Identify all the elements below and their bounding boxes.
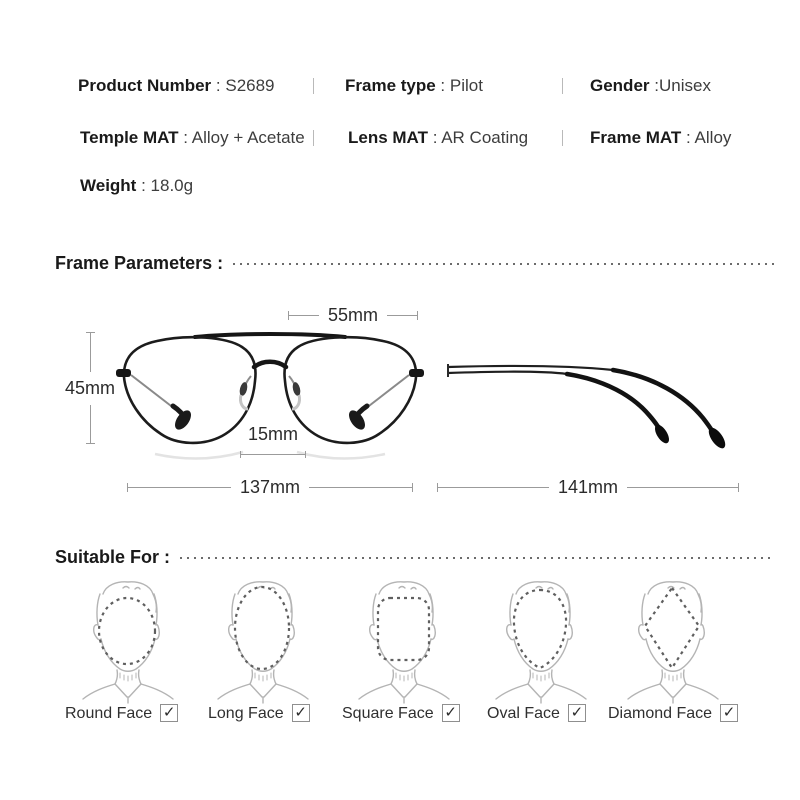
round-shape-outline: [99, 598, 155, 664]
checkbox-checked-icon: ✓: [292, 704, 310, 722]
left-hinge: [116, 369, 131, 377]
spec-product-number: Product Number : S2689: [78, 76, 275, 95]
dotted-rule: [180, 557, 775, 559]
frame-parameters-heading: [55, 253, 775, 274]
checkbox-checked-icon: ✓: [568, 704, 586, 722]
face-label-round: Round Face ✓: [65, 705, 178, 723]
head-sketch: [218, 582, 308, 703]
long-shape-outline: [235, 587, 289, 669]
section-title: Frame Parameters :: [55, 253, 224, 273]
folded-temple-arm: [365, 375, 409, 409]
dim-bridge-width: [240, 424, 306, 459]
oval-shape-outline: [514, 590, 566, 668]
face-label-diamond: Diamond Face ✓: [608, 705, 738, 723]
column-divider: [313, 130, 314, 146]
spec-value: Alloy: [694, 128, 732, 147]
glasses-temples-side-view: [445, 352, 745, 447]
face-label-square: Square Face ✓: [342, 705, 460, 723]
column-divider: [562, 78, 563, 94]
bridge: [254, 362, 286, 367]
checkbox-checked-icon: ✓: [720, 704, 738, 722]
spec-temple-mat: Temple MAT : Alloy + Acetate: [80, 128, 305, 147]
dim-temple-length: [437, 475, 739, 499]
checkbox-checked-icon: ✓: [442, 704, 460, 722]
face-figure-long: [208, 578, 318, 703]
spec-value: S2689: [225, 76, 275, 95]
spec-value: Unisex: [658, 76, 711, 95]
spec-lens-mat: Lens MAT : AR Coating: [348, 128, 529, 147]
face-figure-round: [73, 578, 183, 703]
rear-temple-arm: [448, 366, 613, 370]
reflection: [155, 452, 243, 459]
dim-frame-width: [127, 475, 413, 499]
head-sketch: [628, 582, 718, 703]
dim-lens-width: [288, 303, 418, 327]
nose-pad-silicone: [292, 395, 300, 409]
dim-frame-width-value: 137mm: [239, 476, 301, 497]
dim-lens-height-value: 45mm: [64, 377, 115, 398]
front-temple-arm: [448, 372, 567, 374]
column-divider: [313, 78, 314, 94]
front-temple-hook: [567, 374, 663, 436]
spec-value: Alloy + Acetate: [191, 128, 305, 147]
dotted-rule: [233, 263, 775, 265]
spec-label: Frame MAT: [590, 128, 682, 147]
spec-value: AR Coating: [441, 128, 529, 147]
rear-temple-hook: [613, 370, 717, 440]
dim-lens-width-value: 55mm: [328, 304, 379, 325]
section-title: Suitable For :: [55, 547, 171, 567]
column-divider: [562, 130, 563, 146]
square-shape-outline: [378, 598, 429, 660]
face-label-long: Long Face ✓: [208, 705, 310, 723]
dim-bridge-value: 15mm: [247, 424, 298, 444]
face-figure-diamond: [618, 578, 728, 703]
spec-value: Pilot: [449, 76, 483, 95]
left-lens: [124, 337, 256, 443]
spec-frame-type: Frame type : Pilot: [345, 76, 483, 95]
head-sketch: [496, 582, 586, 703]
face-figure-square: [349, 578, 459, 703]
reflection: [297, 452, 385, 459]
checkbox-checked-icon: ✓: [160, 704, 178, 722]
spec-frame-mat: Frame MAT : Alloy: [590, 128, 732, 147]
suitable-for-heading: [55, 547, 775, 568]
folded-temple-arm: [131, 375, 175, 409]
head-sketch: [359, 582, 449, 703]
nose-pad: [238, 381, 248, 396]
spec-label: Temple MAT: [80, 128, 179, 147]
spec-label: Lens MAT: [348, 128, 428, 147]
nose-pad: [291, 381, 301, 396]
spec-label: Product Number: [78, 76, 212, 95]
brow-bar: [195, 334, 345, 337]
spec-value: 18.0g: [150, 176, 194, 195]
spec-label: Frame type: [345, 76, 436, 95]
face-label-oval: Oval Face ✓: [487, 705, 586, 723]
spec-label: Weight: [80, 176, 137, 195]
nose-pad-silicone: [240, 395, 248, 409]
dim-temple-length-value: 141mm: [557, 476, 619, 497]
spec-weight: Weight : 18.0g: [80, 176, 194, 195]
face-figure-oval: [486, 578, 596, 703]
spec-gender: Gender :Unisex: [590, 76, 711, 95]
right-hinge: [409, 369, 424, 377]
spec-label: Gender: [590, 76, 650, 95]
head-sketch: [83, 582, 173, 703]
